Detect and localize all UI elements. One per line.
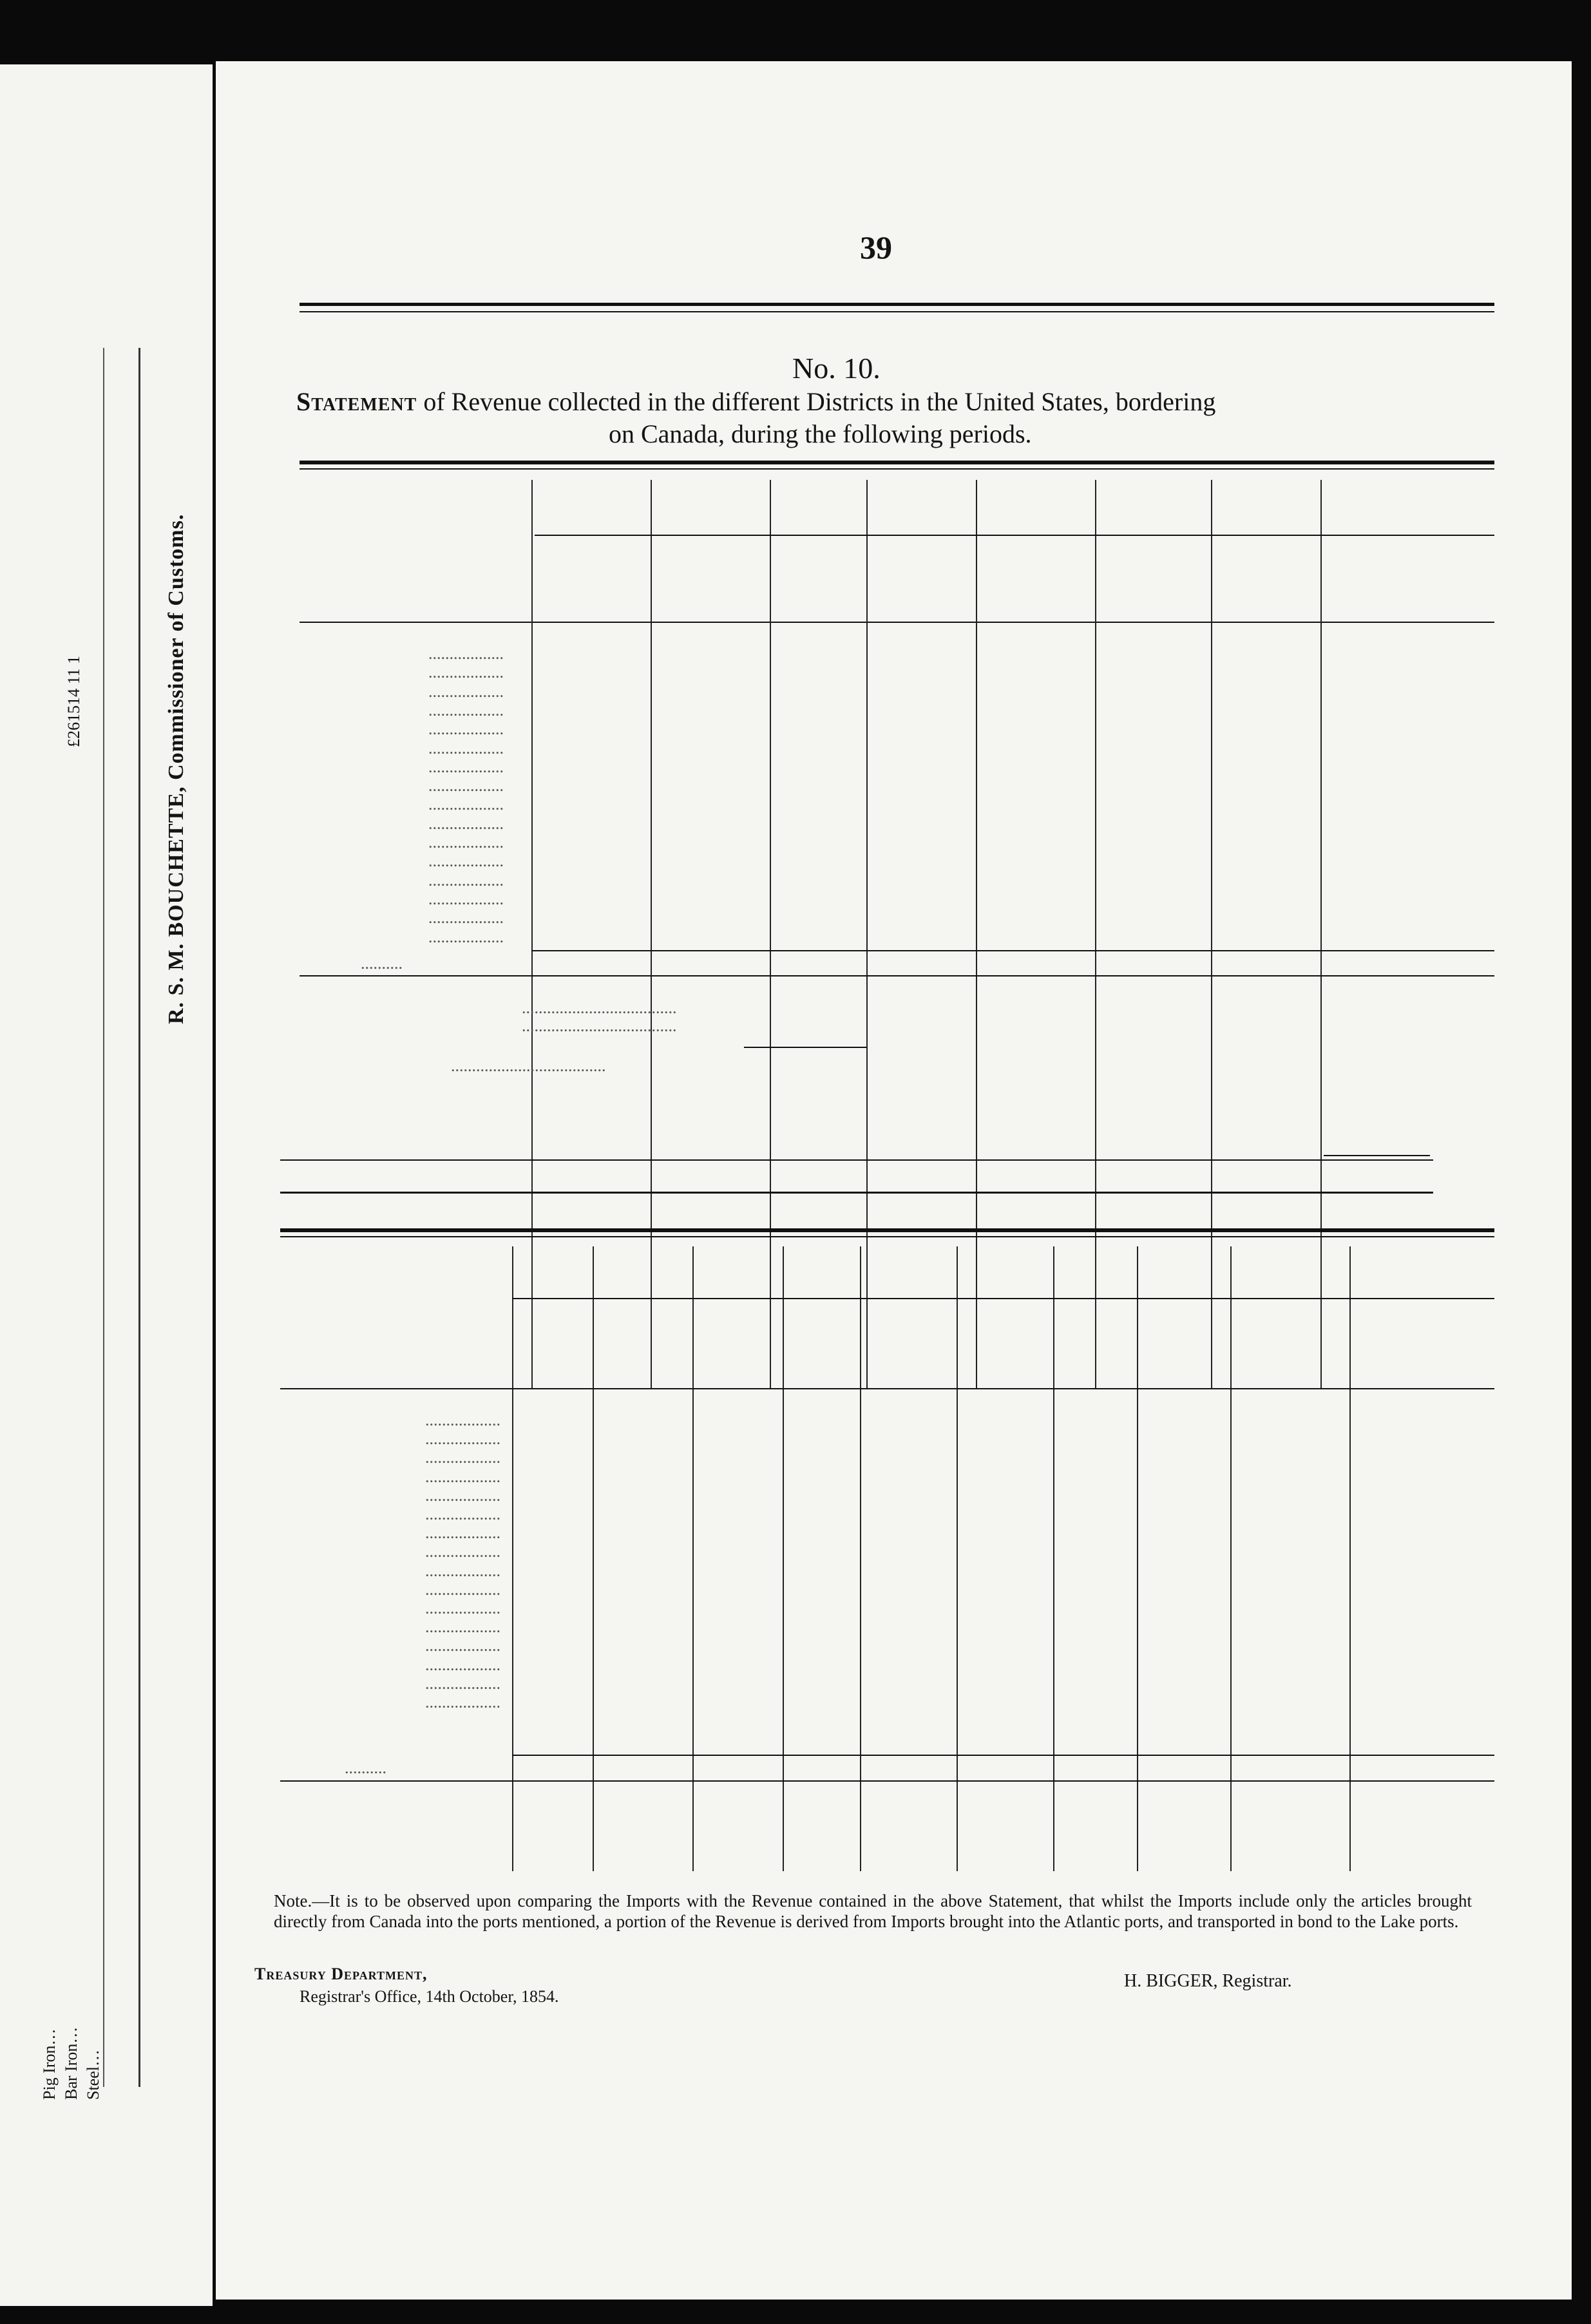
leader-dots: .................. <box>425 1523 500 1543</box>
period-rule <box>535 535 1494 536</box>
leader-dots: .................. <box>428 889 504 908</box>
leader-dots: .................. <box>425 1617 500 1637</box>
leader-dots: .................. <box>425 1599 500 1617</box>
left-page-fragment <box>0 64 213 2306</box>
table-note: Note.—It is to be observed upon comparing the Imports with the Revenue contained in the above Statement, that whilst the Imports include only the articles brought directly from Canada into the ports mentioned, a portion of the Revenue is derived from Imports brought into the Atlantic ports, and transported in bond to the Lake ports. <box>274 1891 1472 1932</box>
left-bottom-items: Pig Iron… Bar Iron… Steel… <box>40 2026 102 2100</box>
leader-dots: ..................................... <box>522 1016 677 1035</box>
year-rule <box>512 1298 1494 1299</box>
leader-dots: .......... <box>345 1758 386 1777</box>
statement-number: No. 10. <box>792 352 881 385</box>
summary-right-rule <box>1324 1155 1430 1156</box>
column-rule <box>651 480 652 1388</box>
leader-dots: .................. <box>425 1467 500 1486</box>
column-rule <box>1320 480 1322 1388</box>
treasury-dept: Treasury Department, <box>254 1965 428 1983</box>
column-rule <box>1053 1246 1054 1871</box>
leader-dots: .................. <box>428 700 504 719</box>
header-bottom-rule <box>300 622 1494 623</box>
table-rule <box>280 1236 1494 1237</box>
column-rule <box>531 480 533 1388</box>
summary-rule <box>744 1047 866 1048</box>
leader-dots: .................. <box>425 1429 500 1449</box>
column-rule <box>512 1246 513 1871</box>
left-column-rule <box>138 348 140 2087</box>
leader-dots: .................. <box>428 663 504 682</box>
total-bottom-rule <box>300 975 1494 976</box>
column-rule <box>1211 480 1212 1388</box>
column-rule <box>770 480 771 1388</box>
total-rule <box>512 1755 1494 1756</box>
table1-end-rule <box>280 1159 1433 1161</box>
leader-dots: .................. <box>425 1579 500 1599</box>
header-bottom-rule <box>280 1388 1494 1389</box>
leader-dots: .................. <box>428 908 504 928</box>
column-rule <box>783 1246 784 1871</box>
leader-dots: .................. <box>425 1448 500 1467</box>
header-rule <box>300 311 1494 312</box>
total-bottom-rule <box>280 1780 1494 1782</box>
left-column-rule <box>103 348 104 2087</box>
column-rule <box>692 1246 694 1871</box>
leader-dots: ..................................... <box>451 1056 606 1075</box>
leader-dots: .................. <box>425 1485 500 1505</box>
column-rule <box>860 1246 861 1871</box>
header-rule <box>300 303 1494 306</box>
total-rule <box>531 950 1494 951</box>
leader-dots: .................. <box>425 1636 500 1655</box>
leader-dots: .................. <box>428 870 504 890</box>
statement-title-line1: Statement of Revenue collected in the different Districts in the United States, bordering <box>296 387 1216 416</box>
leader-dots: .................. <box>425 1673 500 1693</box>
page-number: 39 <box>860 229 892 265</box>
leader-dots: .................. <box>428 927 504 946</box>
statement-title-line2: on Canada, during the following periods. <box>609 419 1032 448</box>
leader-dots: .................. <box>428 852 504 871</box>
table-rule <box>300 461 1494 464</box>
leader-dots: .......... <box>361 953 403 973</box>
document-page <box>216 61 1572 2300</box>
leader-dots: .................. <box>428 814 504 833</box>
leader-dots: .................. <box>428 738 504 757</box>
leader-dots: .................. <box>425 1542 500 1561</box>
leader-dots: .................. <box>425 1505 500 1523</box>
registrar-office: Registrar's Office, 14th October, 1854. <box>300 1987 559 2006</box>
left-upper-total: £261514 11 1 <box>64 655 83 747</box>
column-rule <box>957 1246 958 1871</box>
table1-end-rule <box>280 1192 1433 1194</box>
column-rule <box>1137 1246 1138 1871</box>
leader-dots: .................. <box>428 644 504 663</box>
leader-dots: .................. <box>428 681 504 701</box>
table-rule <box>300 468 1494 470</box>
commissioner-signature: R. S. M. BOUCHETTE, Commissioner of Customs. <box>164 513 188 1024</box>
column-rule <box>1230 1246 1232 1871</box>
leader-dots: .................. <box>425 1693 500 1711</box>
table-rule <box>280 1228 1494 1232</box>
leader-dots: .................. <box>425 1561 500 1580</box>
column-rule <box>866 480 868 1388</box>
leader-dots: .................. <box>428 757 504 776</box>
column-rule <box>1349 1246 1351 1871</box>
leader-dots: .................. <box>425 1655 500 1674</box>
leader-dots: ..................................... <box>522 998 677 1017</box>
column-rule <box>593 1246 594 1871</box>
leader-dots: .................. <box>428 776 504 795</box>
leader-dots: .................. <box>425 1411 500 1429</box>
leader-dots: .................. <box>428 719 504 739</box>
leader-dots: .................. <box>428 795 504 814</box>
leader-dots: .................. <box>428 833 504 852</box>
column-rule <box>976 480 977 1388</box>
column-rule <box>1095 480 1096 1388</box>
registrar-signature: H. BIGGER, Registrar. <box>1124 1971 1292 1991</box>
